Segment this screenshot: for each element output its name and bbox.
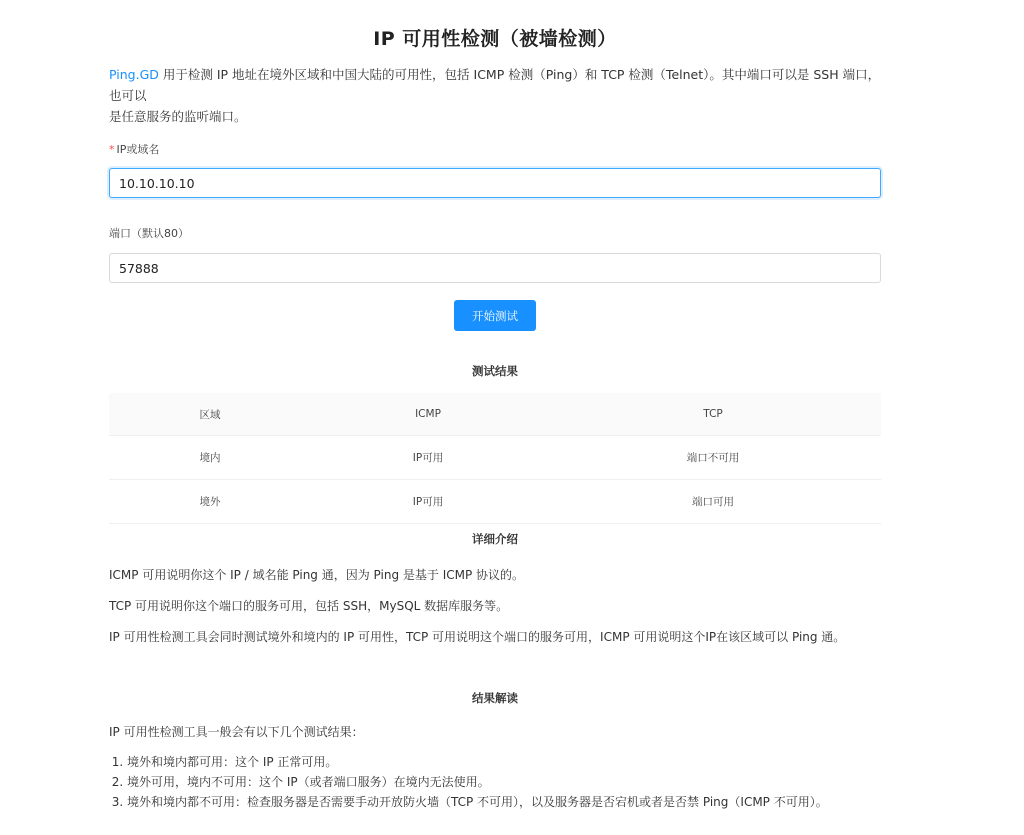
results-title: 测试结果 xyxy=(472,364,518,378)
list-item: 3. 境外和境内都不可用：检查服务器是否需要手动开放防火墙（TCP 不可用），以及服务器是否宕机或者是否禁 Ping（ICMP 不可用）。 xyxy=(127,792,828,812)
details-paragraph: ICMP 可用说明你这个 IP / 域名能 Ping 通，因为 Ping 是基于 ICMP 协议的。 xyxy=(109,568,525,582)
interpretation-list xyxy=(109,752,828,812)
intro-line1: 用于检测 IP 地址在境外区域和中国大陆的可用性，包括 ICMP 检测（Ping）和 TCP 检测（Telnet）。其中端口可以是 SSH 端口，也可以 xyxy=(109,67,881,103)
tcp-status-cell: 端口不可用 xyxy=(545,436,881,480)
page-title: IP 可用性检测（被墙检测） xyxy=(373,28,617,50)
details-paragraph: IP 可用性检测工具会同时测试境外和境内的 IP 可用性，TCP 可用说明这个端口的服务可用，ICMP 可用说明这个IP在该区域可以 Ping 通。 xyxy=(109,630,846,644)
table-row xyxy=(109,436,881,480)
icmp-status-cell: IP可用 xyxy=(311,436,545,480)
required-mark: * xyxy=(109,143,115,156)
list-item: 1. 境外和境内都可用：这个 IP 正常可用。 xyxy=(127,752,828,772)
region-cell: 境外 xyxy=(109,480,311,524)
details-paragraph: TCP 可用说明你这个端口的服务可用，包括 SSH，MySQL 数据库服务等。 xyxy=(109,599,509,613)
interpretation-intro: IP 可用性检测工具一般会有以下几个测试结果： xyxy=(109,725,364,739)
intro-text xyxy=(109,64,881,127)
port-label-text: 端口（默认80） xyxy=(109,227,189,240)
column-header-region: 区域 xyxy=(109,393,311,436)
region-cell: 境内 xyxy=(109,436,311,480)
ip-input[interactable] xyxy=(109,168,881,198)
port-field-label xyxy=(109,225,189,241)
table-row xyxy=(109,480,881,524)
details-title: 详细介绍 xyxy=(472,532,518,546)
results-table xyxy=(109,393,881,524)
tcp-status-cell: 端口可用 xyxy=(545,480,881,524)
icmp-status-cell: IP可用 xyxy=(311,480,545,524)
column-header-tcp: TCP xyxy=(545,393,881,436)
list-item: 2. 境外可用，境内不可用：这个 IP（或者端口服务）在境内无法使用。 xyxy=(127,772,828,792)
table-header-row xyxy=(109,393,881,436)
intro-line2: 是任意服务的监听端口。 xyxy=(109,109,247,124)
ip-field-label xyxy=(109,141,159,157)
ping-gd-link[interactable]: Ping.GD xyxy=(109,67,159,82)
ip-label-text: IP或域名 xyxy=(116,143,160,156)
column-header-icmp: ICMP xyxy=(311,393,545,436)
port-input[interactable] xyxy=(109,253,881,283)
start-test-button[interactable]: 开始测试 xyxy=(454,300,536,331)
interpretation-title: 结果解读 xyxy=(472,691,518,705)
